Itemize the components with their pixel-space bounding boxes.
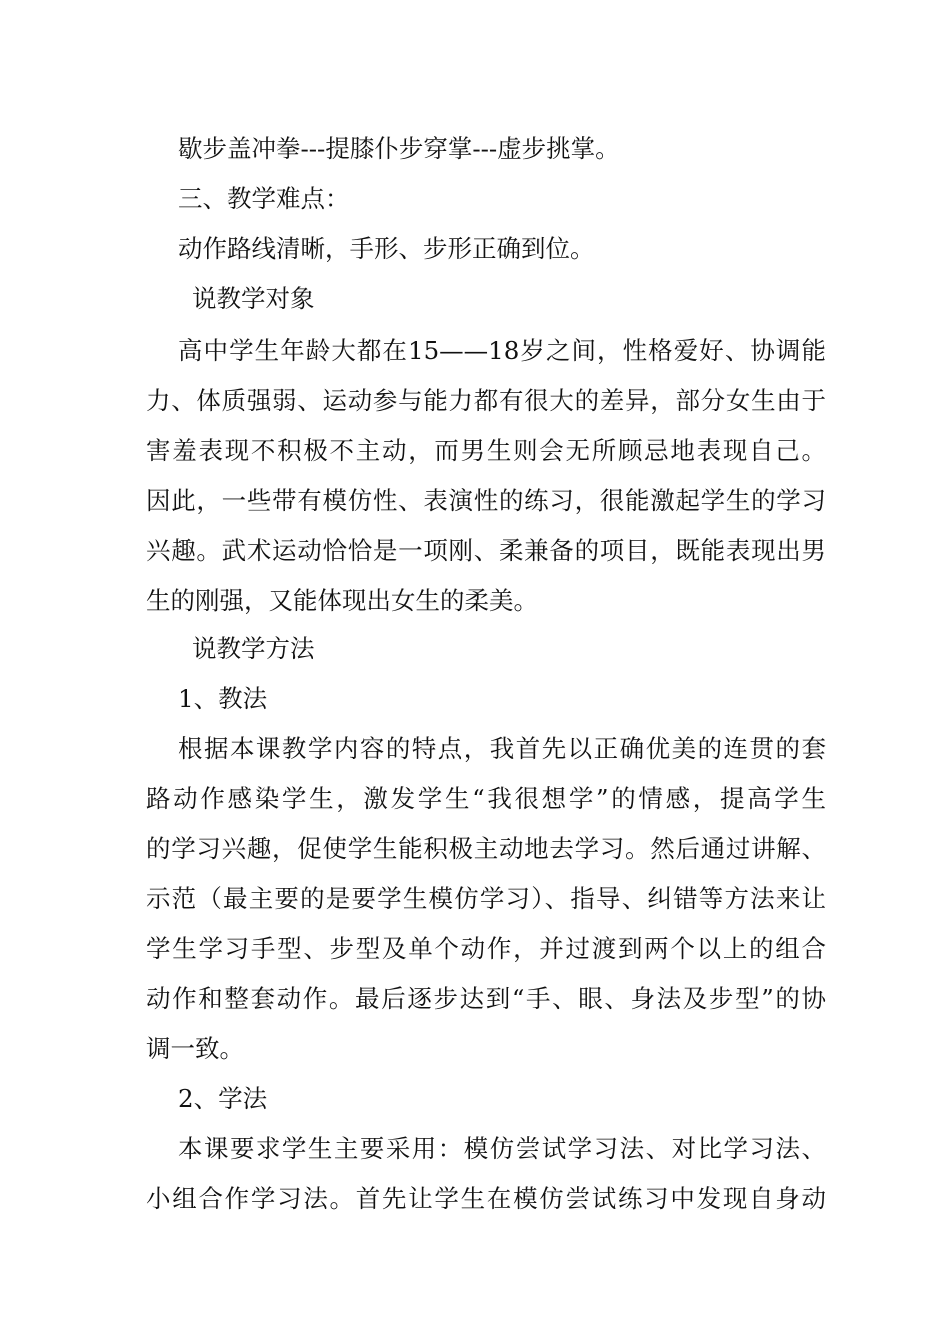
paragraph-line: 力、体质强弱、运动参与能力都有很大的差异，部分女生由于: [146, 386, 826, 415]
heading-teaching-object: 说教学对象: [192, 284, 315, 313]
text-line-difficulty-content: 动作路线清晰，手形、步形正确到位。: [178, 234, 595, 263]
paragraph-line: 害羞表现不积极不主动，而男生则会无所顾忌地表现自己。: [146, 436, 826, 465]
paragraph-line: 的学习兴趣，促使学生能积极主动地去学习。然后通过讲解、: [146, 834, 826, 863]
heading-learning-method: 2、学法: [178, 1084, 268, 1113]
paragraph-line: 兴趣。武术运动恰恰是一项刚、柔兼备的项目，既能表现出男: [146, 536, 826, 565]
paragraph-line: 示范（最主要的是要学生模仿学习）、指导、纠错等方法来让: [146, 884, 826, 913]
paragraph-line: 高中学生年龄大都在15——18岁之间，性格爱好、协调能: [178, 336, 826, 365]
text-line-wushu-sequence: 歇步盖冲拳---提膝仆步穿掌---虚步挑掌。: [178, 134, 620, 163]
paragraph-line: 小组合作学习法。首先让学生在模仿尝试练习中发现自身动: [146, 1184, 826, 1213]
paragraph-line: 调一致。: [146, 1034, 244, 1063]
paragraph-line: 学生学习手型、步型及单个动作，并过渡到两个以上的组合: [146, 934, 826, 963]
paragraph-line: 生的刚强，又能体现出女生的柔美。: [146, 586, 538, 615]
paragraph-line: 因此，一些带有模仿性、表演性的练习，很能激起学生的学习: [146, 486, 826, 515]
paragraph-line: 根据本课教学内容的特点，我首先以正确优美的连贯的套: [178, 734, 826, 763]
heading-teaching-method: 说教学方法: [192, 634, 315, 663]
paragraph-line: 动作和整套动作。最后逐步达到“手、眼、身法及步型”的协: [146, 984, 826, 1013]
paragraph-line: 本课要求学生主要采用：模仿尝试学习法、对比学习法、: [178, 1134, 826, 1163]
paragraph-line: 路动作感染学生，激发学生“我很想学”的情感，提高学生: [146, 784, 826, 813]
heading-teaching-difficulty: 三、教学难点：: [178, 184, 350, 213]
heading-teaching-approach: 1、教法: [178, 684, 268, 713]
